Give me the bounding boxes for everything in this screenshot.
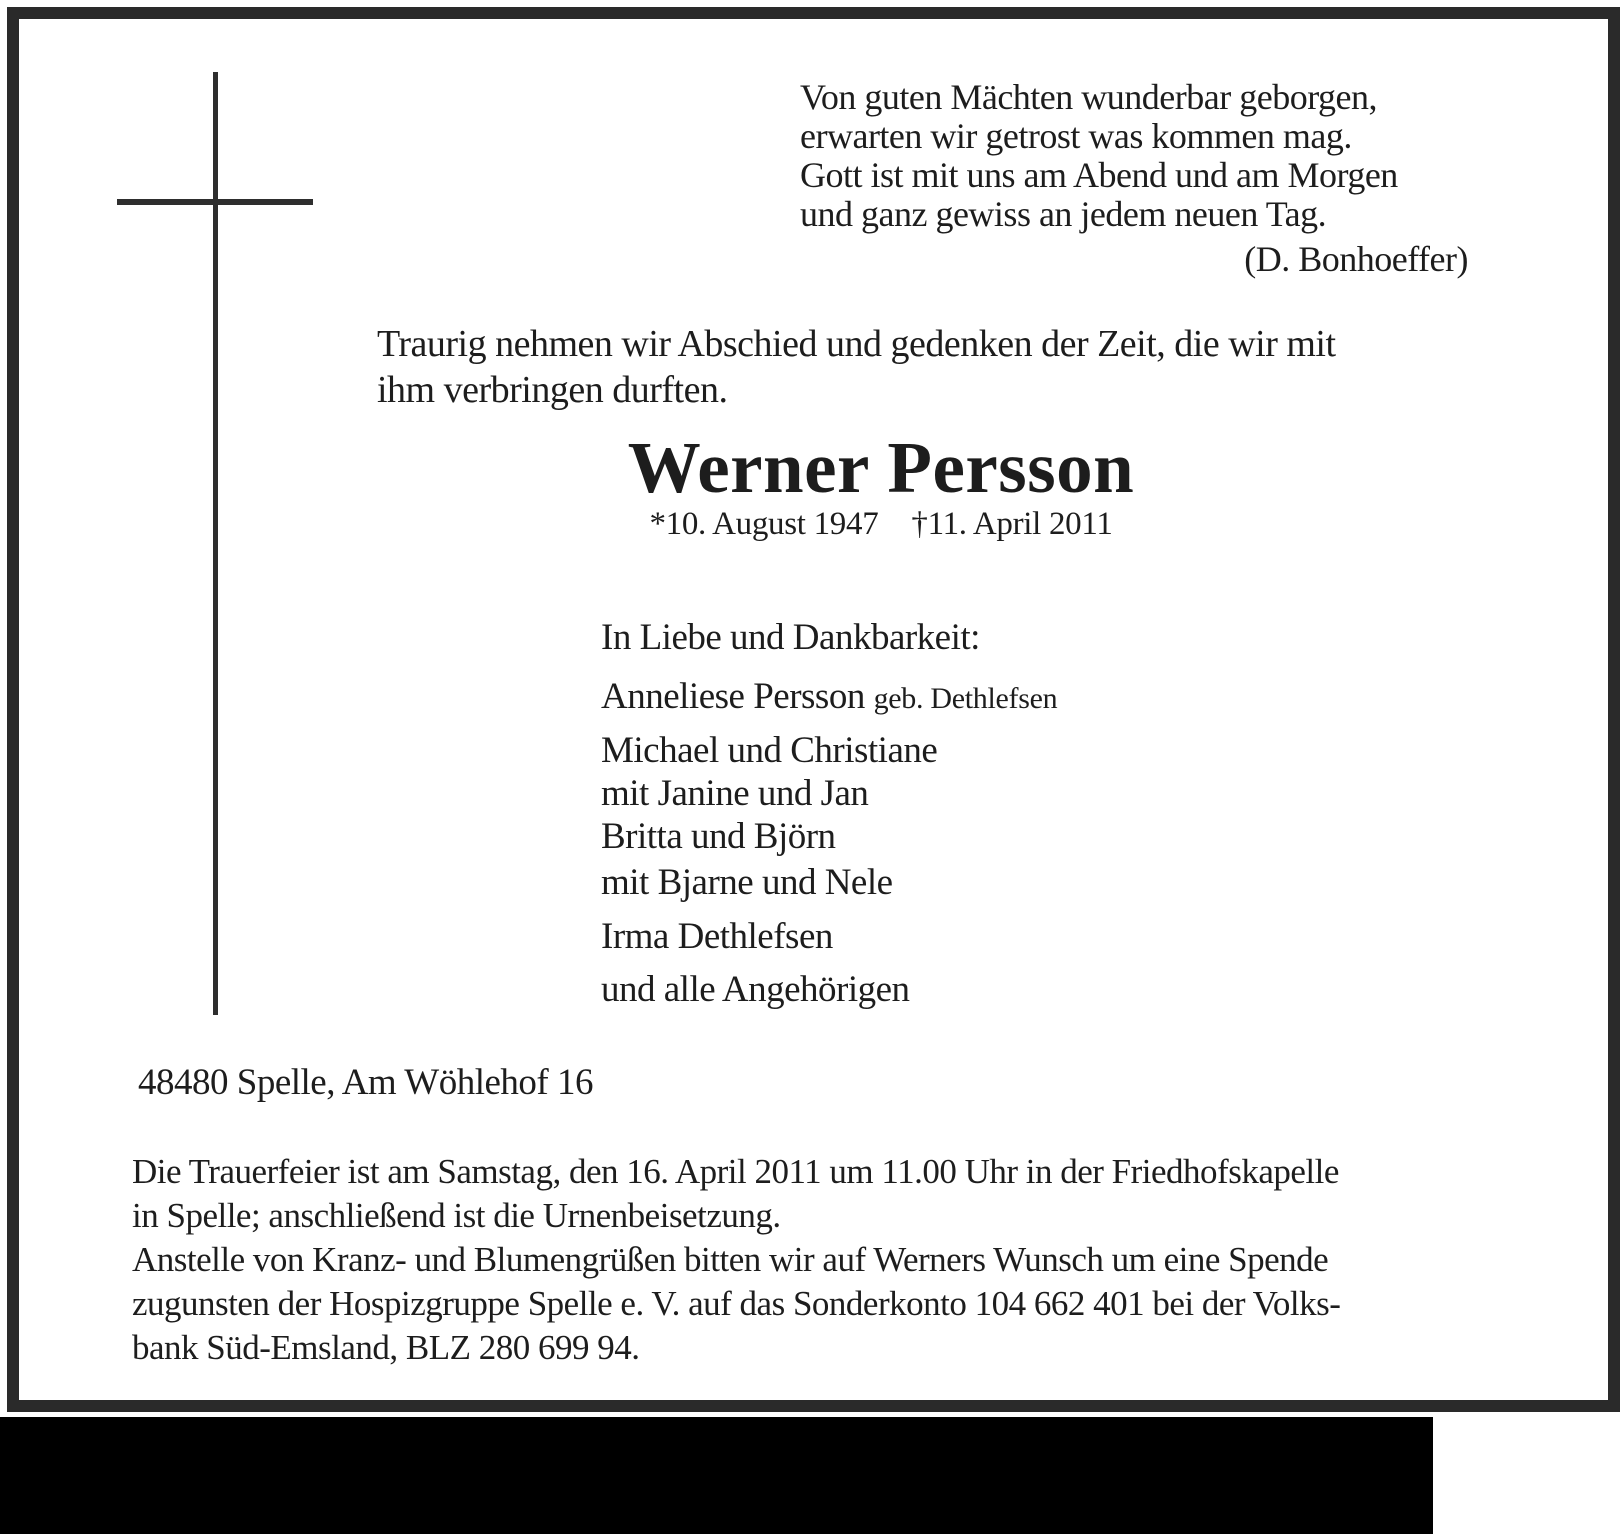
redacted-area — [0, 1417, 1433, 1534]
funeral-info-line: in Spelle; anschließend ist die Urnenbeisetzung. — [132, 1196, 781, 1235]
opening-quote — [800, 78, 1468, 279]
funeral-info — [132, 1150, 1552, 1370]
quote-line: und ganz gewiss an jedem neuen Tag. — [800, 194, 1327, 234]
mourner-line: Michael und Christiane — [601, 730, 938, 771]
quote-line: Gott ist mit uns am Abend und am Morgen — [800, 155, 1398, 195]
funeral-info-line: Die Trauerfeier ist am Samstag, den 16. April 2011 um 11.00 Uhr in der Friedhofskapelle — [132, 1152, 1339, 1191]
mourner-line: mit Janine und Jan — [601, 773, 869, 814]
mourner-line: Irma Dethlefsen — [601, 916, 833, 957]
funeral-info-line: bank Süd-Emsland, BLZ 280 699 94. — [132, 1328, 640, 1367]
intro-line: ihm verbringen durften. — [377, 369, 728, 411]
mourner-line: Britta und Björn — [601, 816, 836, 857]
quote-line: erwarten wir getrost was kommen mag. — [800, 116, 1352, 156]
mourner-line: mit Bjarne und Nele — [601, 862, 893, 903]
mourners-list — [601, 616, 1057, 1011]
address-line: 48480 Spelle, Am Wöhlehof 16 — [138, 1062, 593, 1103]
funeral-info-line: zugunsten der Hospizgruppe Spelle e. V. auf das Sonderkonto 104 662 401 bei der Volks- — [132, 1284, 1341, 1323]
death-date: †11. April 2011 — [911, 506, 1113, 542]
life-dates — [359, 504, 1403, 544]
cross-vertical-bar — [213, 72, 218, 1015]
mourner-name-suffix: geb. Dethlefsen — [873, 682, 1058, 715]
mourner-line — [601, 675, 1057, 720]
deceased-name: Werner Persson — [627, 427, 1135, 508]
funeral-info-line: Anstelle von Kranz- und Blumengrüßen bitten wir auf Werners Wunsch um eine Spende — [132, 1240, 1329, 1279]
obituary-card-frame — [7, 7, 1620, 1412]
birth-date: *10. August 1947 — [649, 506, 879, 542]
intro-text — [377, 321, 1497, 413]
intro-line: Traurig nehmen wir Abschied und gedenken der Zeit, die wir mit — [377, 323, 1336, 365]
cross-horizontal-bar — [117, 199, 313, 205]
mourner-name: Anneliese Persson — [601, 676, 865, 717]
mourner-line: und alle Angehörigen — [601, 969, 910, 1010]
mourners-header: In Liebe und Dankbarkeit: — [601, 617, 980, 658]
deceased-block — [359, 427, 1403, 544]
quote-line: Von guten Mächten wunderbar geborgen, — [800, 77, 1378, 117]
quote-attribution: (D. Bonhoeffer) — [1244, 239, 1468, 279]
